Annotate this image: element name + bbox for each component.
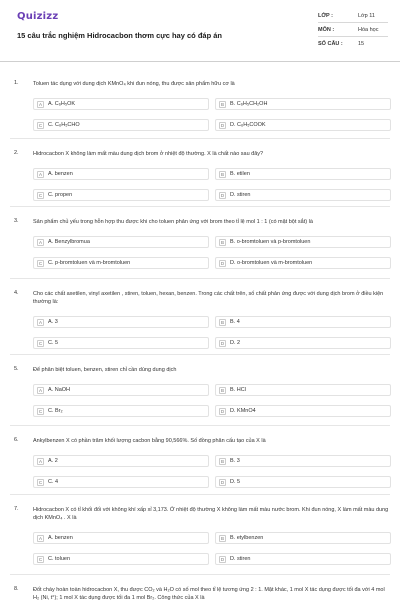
meta-value: 15	[358, 41, 365, 47]
question-number: 6.	[14, 437, 19, 443]
option-text: D. KMnO4	[230, 408, 256, 414]
option-letter-badge: A	[38, 172, 42, 177]
meta-key: SỐ CÂU :	[318, 41, 343, 47]
answer-option-a[interactable]	[33, 316, 209, 328]
answer-option-d[interactable]	[215, 337, 391, 349]
answer-option-a[interactable]	[33, 384, 209, 396]
question-divider	[10, 278, 390, 279]
option-letter-badge: B	[220, 172, 224, 177]
answer-option-d[interactable]	[215, 119, 391, 131]
option-text: A. Benzylbromua	[48, 239, 90, 245]
option-text: A. NaOH	[48, 387, 71, 393]
option-text: A. benzen	[48, 171, 73, 177]
option-text: B. HCl	[230, 387, 246, 393]
option-letter-badge: D	[220, 261, 225, 266]
answer-option-b[interactable]	[215, 168, 391, 180]
question-divider	[10, 425, 390, 426]
answer-option-b[interactable]	[215, 384, 391, 396]
answer-option-b[interactable]	[215, 236, 391, 248]
answer-option-b[interactable]	[215, 98, 391, 110]
answer-option-d[interactable]	[215, 476, 391, 488]
answer-option-a[interactable]	[33, 455, 209, 467]
option-text: D. 5	[230, 479, 241, 485]
meta-value: Lớp 11	[358, 12, 375, 19]
question-divider	[10, 354, 390, 355]
option-text: C. 5	[48, 340, 59, 346]
option-letter-badge: A	[38, 536, 42, 541]
question-divider	[10, 206, 390, 207]
question-number: 2.	[14, 150, 19, 156]
question-text: Đốt cháy hoàn toàn hidrocacbon X, thu được CO₂ và H₂O có số mol theo tỉ lệ tương ứng 2 : 1. Mặt khác, 1 mol X tác dụng được tối đa với 4 mol H₂ (Ni, t°); 1 mol X tác dụng được tối đa 1 mol Br₂. Công thức của X là	[33, 587, 385, 600]
question-divider	[10, 494, 390, 495]
option-letter-badge: A	[38, 459, 42, 464]
option-letter-badge: D	[220, 409, 225, 414]
option-letter-badge: C	[38, 261, 43, 266]
answer-option-c[interactable]	[33, 119, 209, 131]
question-number: 3.	[14, 218, 19, 224]
answer-option-c[interactable]	[33, 337, 209, 349]
question-number: 7.	[14, 506, 19, 512]
answer-option-c[interactable]	[33, 553, 209, 565]
meta-row-class	[318, 9, 388, 23]
option-text: B. etylbenzen	[230, 535, 264, 541]
answer-option-d[interactable]	[215, 189, 391, 201]
option-text: A. C₆H₅OK	[48, 101, 76, 107]
option-text: B. etilen	[230, 171, 250, 177]
option-text: C. propen	[48, 192, 73, 198]
worksheet-meta	[318, 9, 388, 51]
option-letter-badge: D	[220, 341, 225, 346]
question-number: 5.	[14, 366, 19, 372]
answer-option-a[interactable]	[33, 168, 209, 180]
answer-option-b[interactable]	[215, 316, 391, 328]
meta-value: Hóa học	[358, 26, 379, 33]
option-letter-badge: C	[38, 193, 43, 198]
option-letter-badge: B	[220, 240, 224, 245]
answer-option-d[interactable]	[215, 405, 391, 417]
answer-option-c[interactable]	[33, 476, 209, 488]
question-text: Sản phẩm chủ yếu trong hỗn hợp thu được khi cho toluen phản ứng với brom theo tỉ lệ mol 1 : 1 (có mặt bột sắt) là	[33, 219, 313, 225]
option-text: A. 2	[48, 458, 58, 464]
question-number: 4.	[14, 290, 19, 296]
option-text: D. C₆H₅COOK	[230, 122, 266, 128]
option-text: C. p-bromtoluen và m-bromtoluen	[48, 260, 131, 266]
option-text: C. toluen	[48, 556, 71, 562]
option-letter-badge: A	[38, 102, 42, 107]
option-letter-badge: D	[220, 557, 225, 562]
option-letter-badge: B	[220, 459, 224, 464]
answer-option-b[interactable]	[215, 455, 391, 467]
question-text: Hidrocacbon X có tỉ khối đối với không khí xấp xỉ 3,173. Ở nhiệt độ thường X không làm mất màu nước brom. Khi đun nóng, X làm mất màu dung dịch KMnO₄ . X là	[33, 507, 389, 521]
question-text: Cho các chất axetilen, vinyl axetilen , stiren, toluen, hexan, benzen. Trong các chất trên, số chất phản ứng được với dung dịch brom ở điều kiện thường là:	[33, 291, 384, 305]
option-letter-badge: D	[220, 123, 225, 128]
option-text: B. C₆H₅CH₂OH	[230, 101, 268, 107]
question-number: 1.	[14, 80, 19, 86]
answer-option-c[interactable]	[33, 405, 209, 417]
question-divider	[10, 574, 390, 575]
option-letter-badge: C	[38, 123, 43, 128]
option-letter-badge: C	[38, 409, 43, 414]
option-letter-badge: A	[38, 320, 42, 325]
meta-row-subject	[318, 23, 388, 37]
meta-row-count	[318, 37, 388, 51]
answer-option-a[interactable]	[33, 98, 209, 110]
option-letter-badge: B	[220, 536, 224, 541]
option-text: D. stiren	[230, 556, 251, 562]
answer-option-a[interactable]	[33, 236, 209, 248]
answer-option-a[interactable]	[33, 532, 209, 544]
option-text: A. 3	[48, 319, 58, 325]
option-letter-badge: D	[220, 193, 225, 198]
option-letter-badge: C	[38, 557, 43, 562]
option-text: C. C₆H₅CHO	[48, 122, 80, 128]
option-text: C. 4	[48, 479, 59, 485]
option-text: B. 3	[230, 458, 240, 464]
question-text: Ankylbenzen X có phần trăm khối lượng cacbon bằng 90,566%. Số đồng phân cấu tạo của X là	[33, 438, 266, 444]
answer-option-c[interactable]	[33, 257, 209, 269]
question-text: Toluen tác dụng với dung dịch KMnO₄ khi đun nóng, thu được sản phẩm hữu cơ là	[33, 81, 235, 87]
page-header	[0, 0, 400, 62]
answer-option-b[interactable]	[215, 532, 391, 544]
question-divider	[10, 138, 390, 139]
option-letter-badge: A	[38, 240, 42, 245]
question-text: Để phân biệt toluen, benzen, stiren chỉ cần dùng dung dịch	[33, 367, 177, 373]
option-letter-badge: C	[38, 480, 43, 485]
question-number: 8.	[14, 586, 19, 592]
quizizz-logo: Quizizz	[17, 11, 59, 22]
answer-option-d[interactable]	[215, 257, 391, 269]
option-text: A. benzen	[48, 535, 73, 541]
option-text: C. Br₂	[48, 408, 63, 414]
option-letter-badge: D	[220, 480, 225, 485]
option-text: D. o-bromtoluen và m-bromtoluen	[230, 260, 313, 266]
worksheet-title: 15 câu trắc nghiệm Hidrocacbon thơm cực hay có đáp án	[17, 31, 222, 40]
option-letter-badge: B	[220, 320, 224, 325]
option-letter-badge: B	[220, 102, 224, 107]
option-text: D. stiren	[230, 192, 251, 198]
answer-option-c[interactable]	[33, 189, 209, 201]
meta-key: MÔN :	[318, 26, 335, 33]
option-letter-badge: A	[38, 388, 42, 393]
option-text: D. 2	[230, 340, 241, 346]
option-letter-badge: C	[38, 341, 43, 346]
answer-option-d[interactable]	[215, 553, 391, 565]
meta-key: LỚP :	[318, 12, 333, 19]
option-text: B. 4	[230, 319, 240, 325]
question-text: Hidrocacbon X không làm mất màu dung dịch brom ở nhiệt độ thường. X là chất nào sau đây?	[33, 151, 264, 157]
option-text: B. o-bromtoluen và p-bromtoluen	[230, 239, 311, 245]
option-letter-badge: B	[220, 388, 224, 393]
